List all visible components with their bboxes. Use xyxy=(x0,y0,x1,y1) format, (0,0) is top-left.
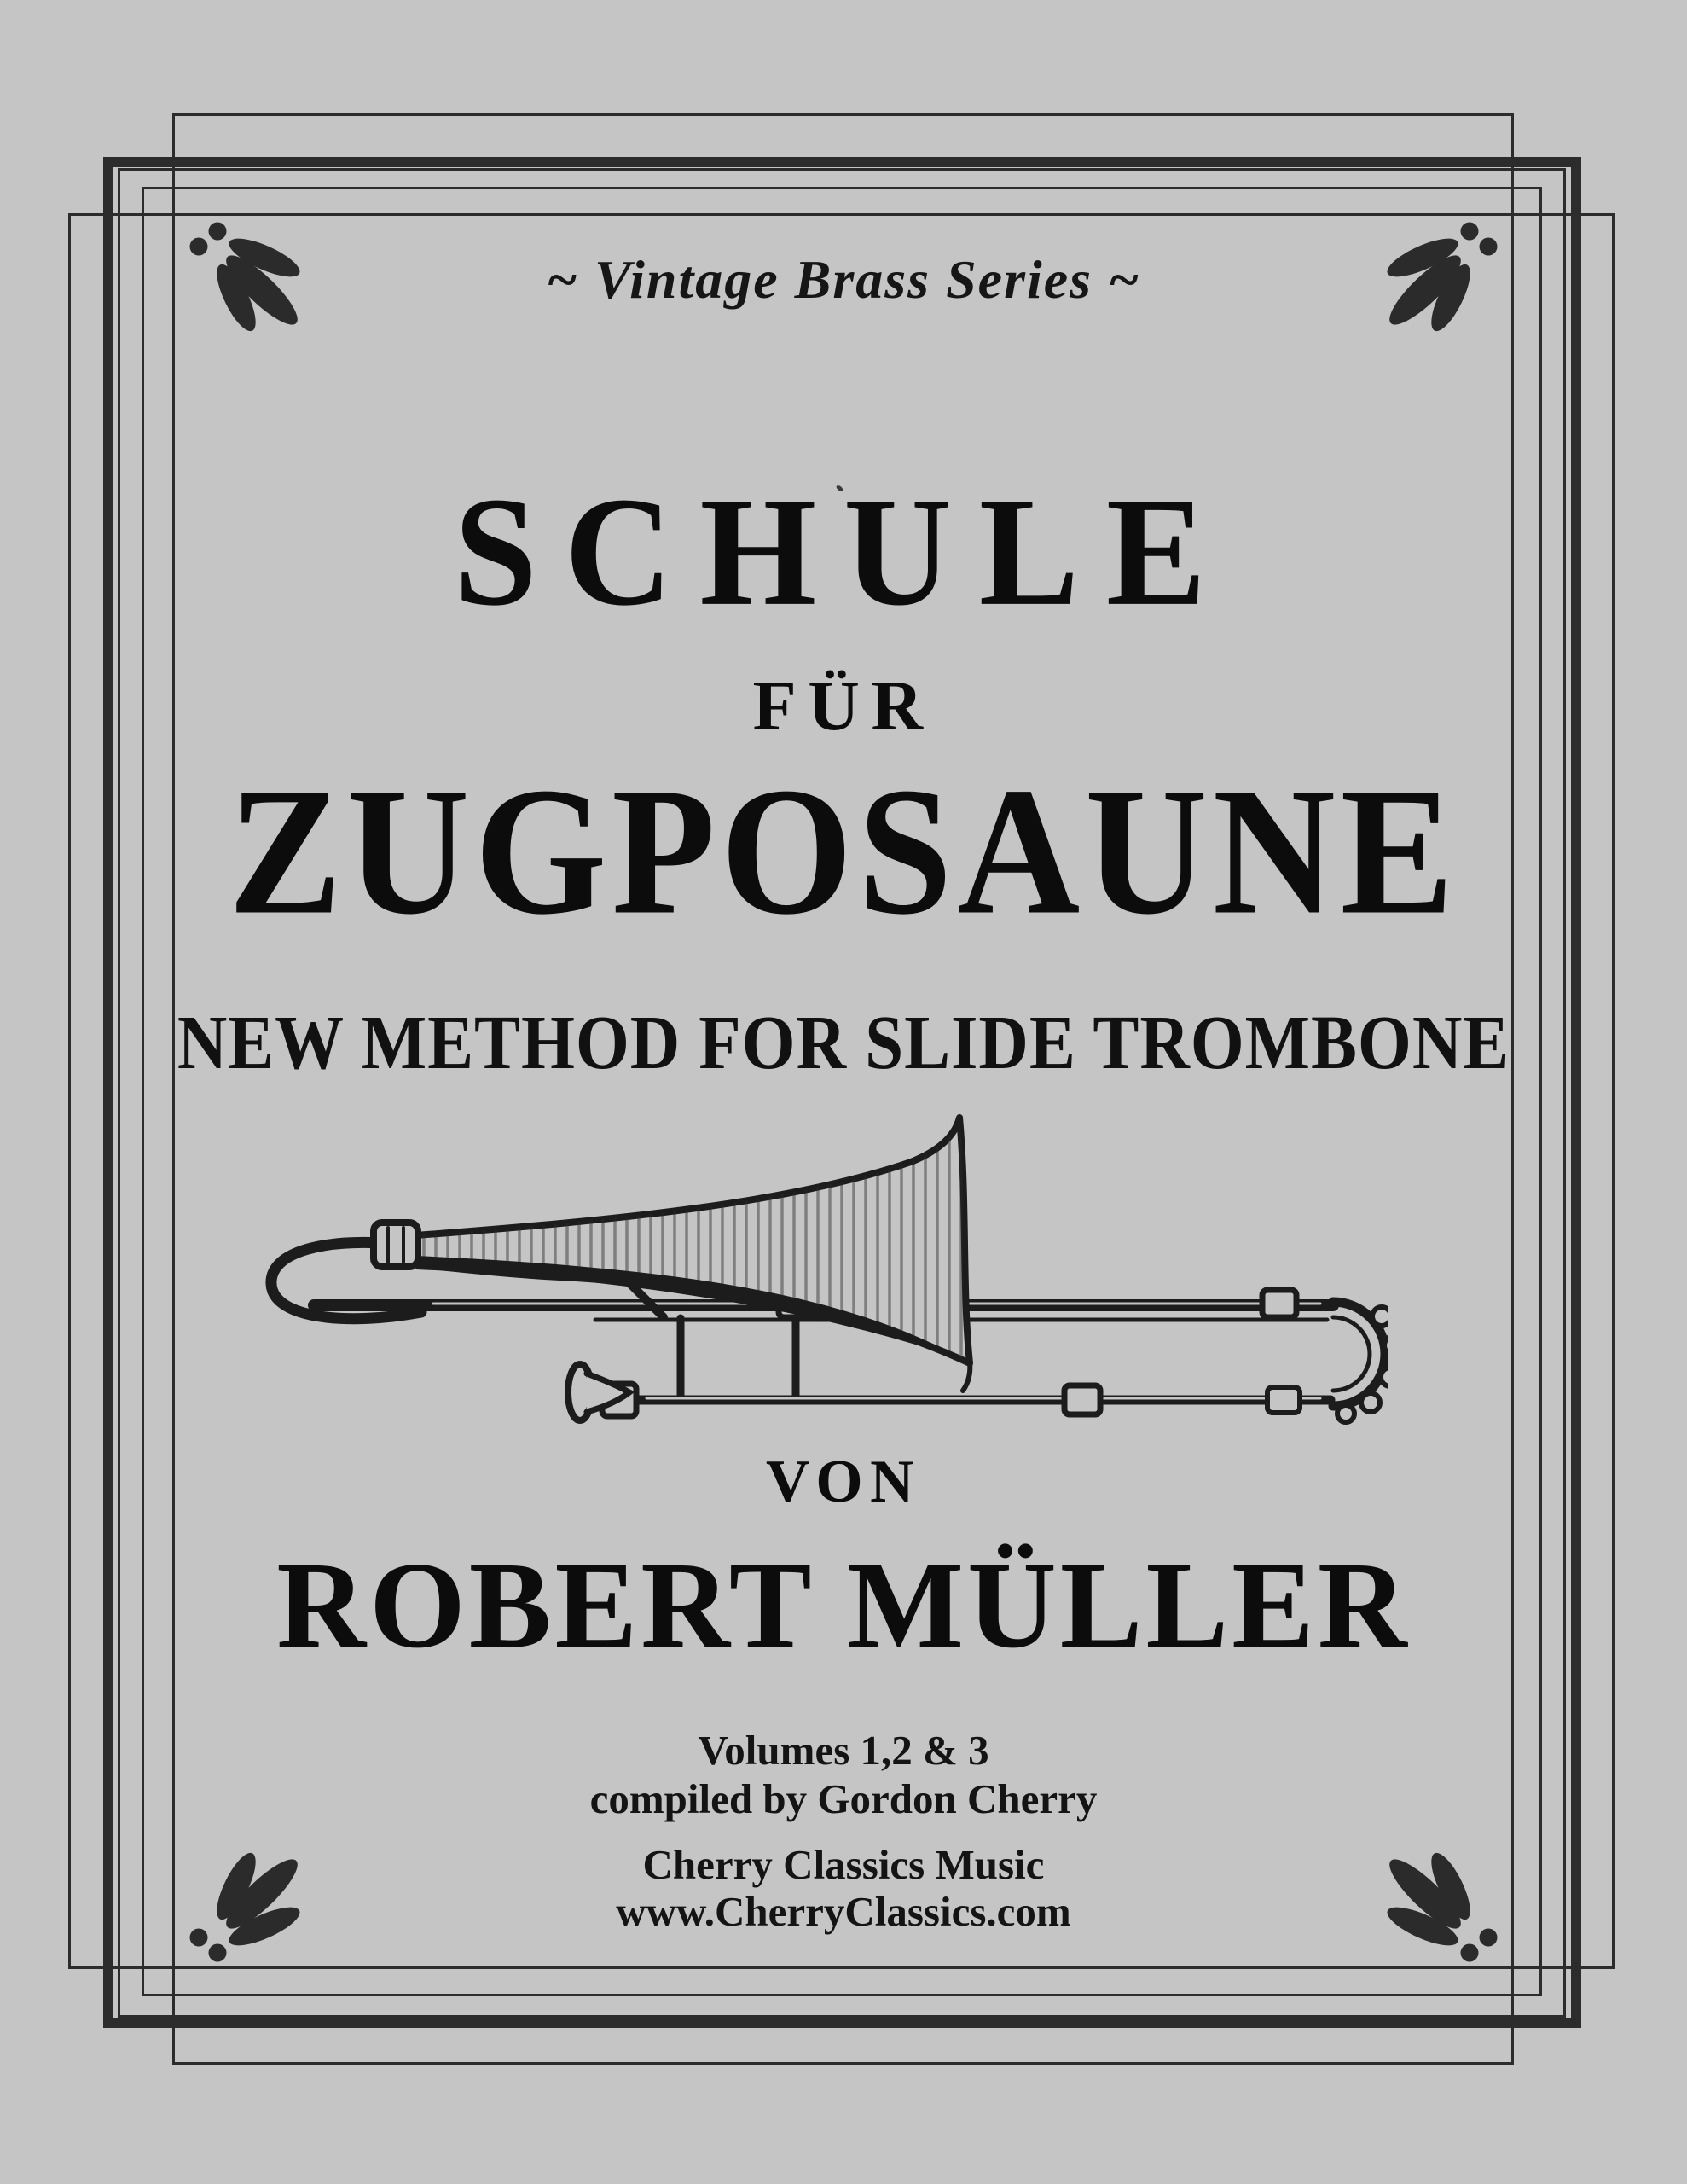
publisher-website: www.CherryClassics.com xyxy=(616,1888,1071,1935)
title-german-line3: ZUGPOSAUNE xyxy=(228,750,1459,953)
series-banner: ~ Vintage Brass Series ~ xyxy=(546,249,1141,310)
author-name: ROBERT MÜLLER xyxy=(276,1537,1411,1674)
trombone-illustration xyxy=(263,1109,1388,1425)
title-german-line1: SCHULE xyxy=(454,465,1233,639)
publisher-name: Cherry Classics Music xyxy=(642,1841,1045,1888)
title-german-line2: FÜR xyxy=(752,666,935,746)
edition-volumes: Volumes 1,2 & 3 xyxy=(698,1727,989,1774)
subtitle-english: NEW METHOD FOR SLIDE TROMBONE xyxy=(177,1001,1510,1085)
byline-preposition: VON xyxy=(766,1449,921,1515)
edition-info xyxy=(0,1726,1687,1823)
edition-compiler: compiled by Gordon Cherry xyxy=(589,1775,1098,1822)
publisher-info xyxy=(0,1841,1687,1935)
